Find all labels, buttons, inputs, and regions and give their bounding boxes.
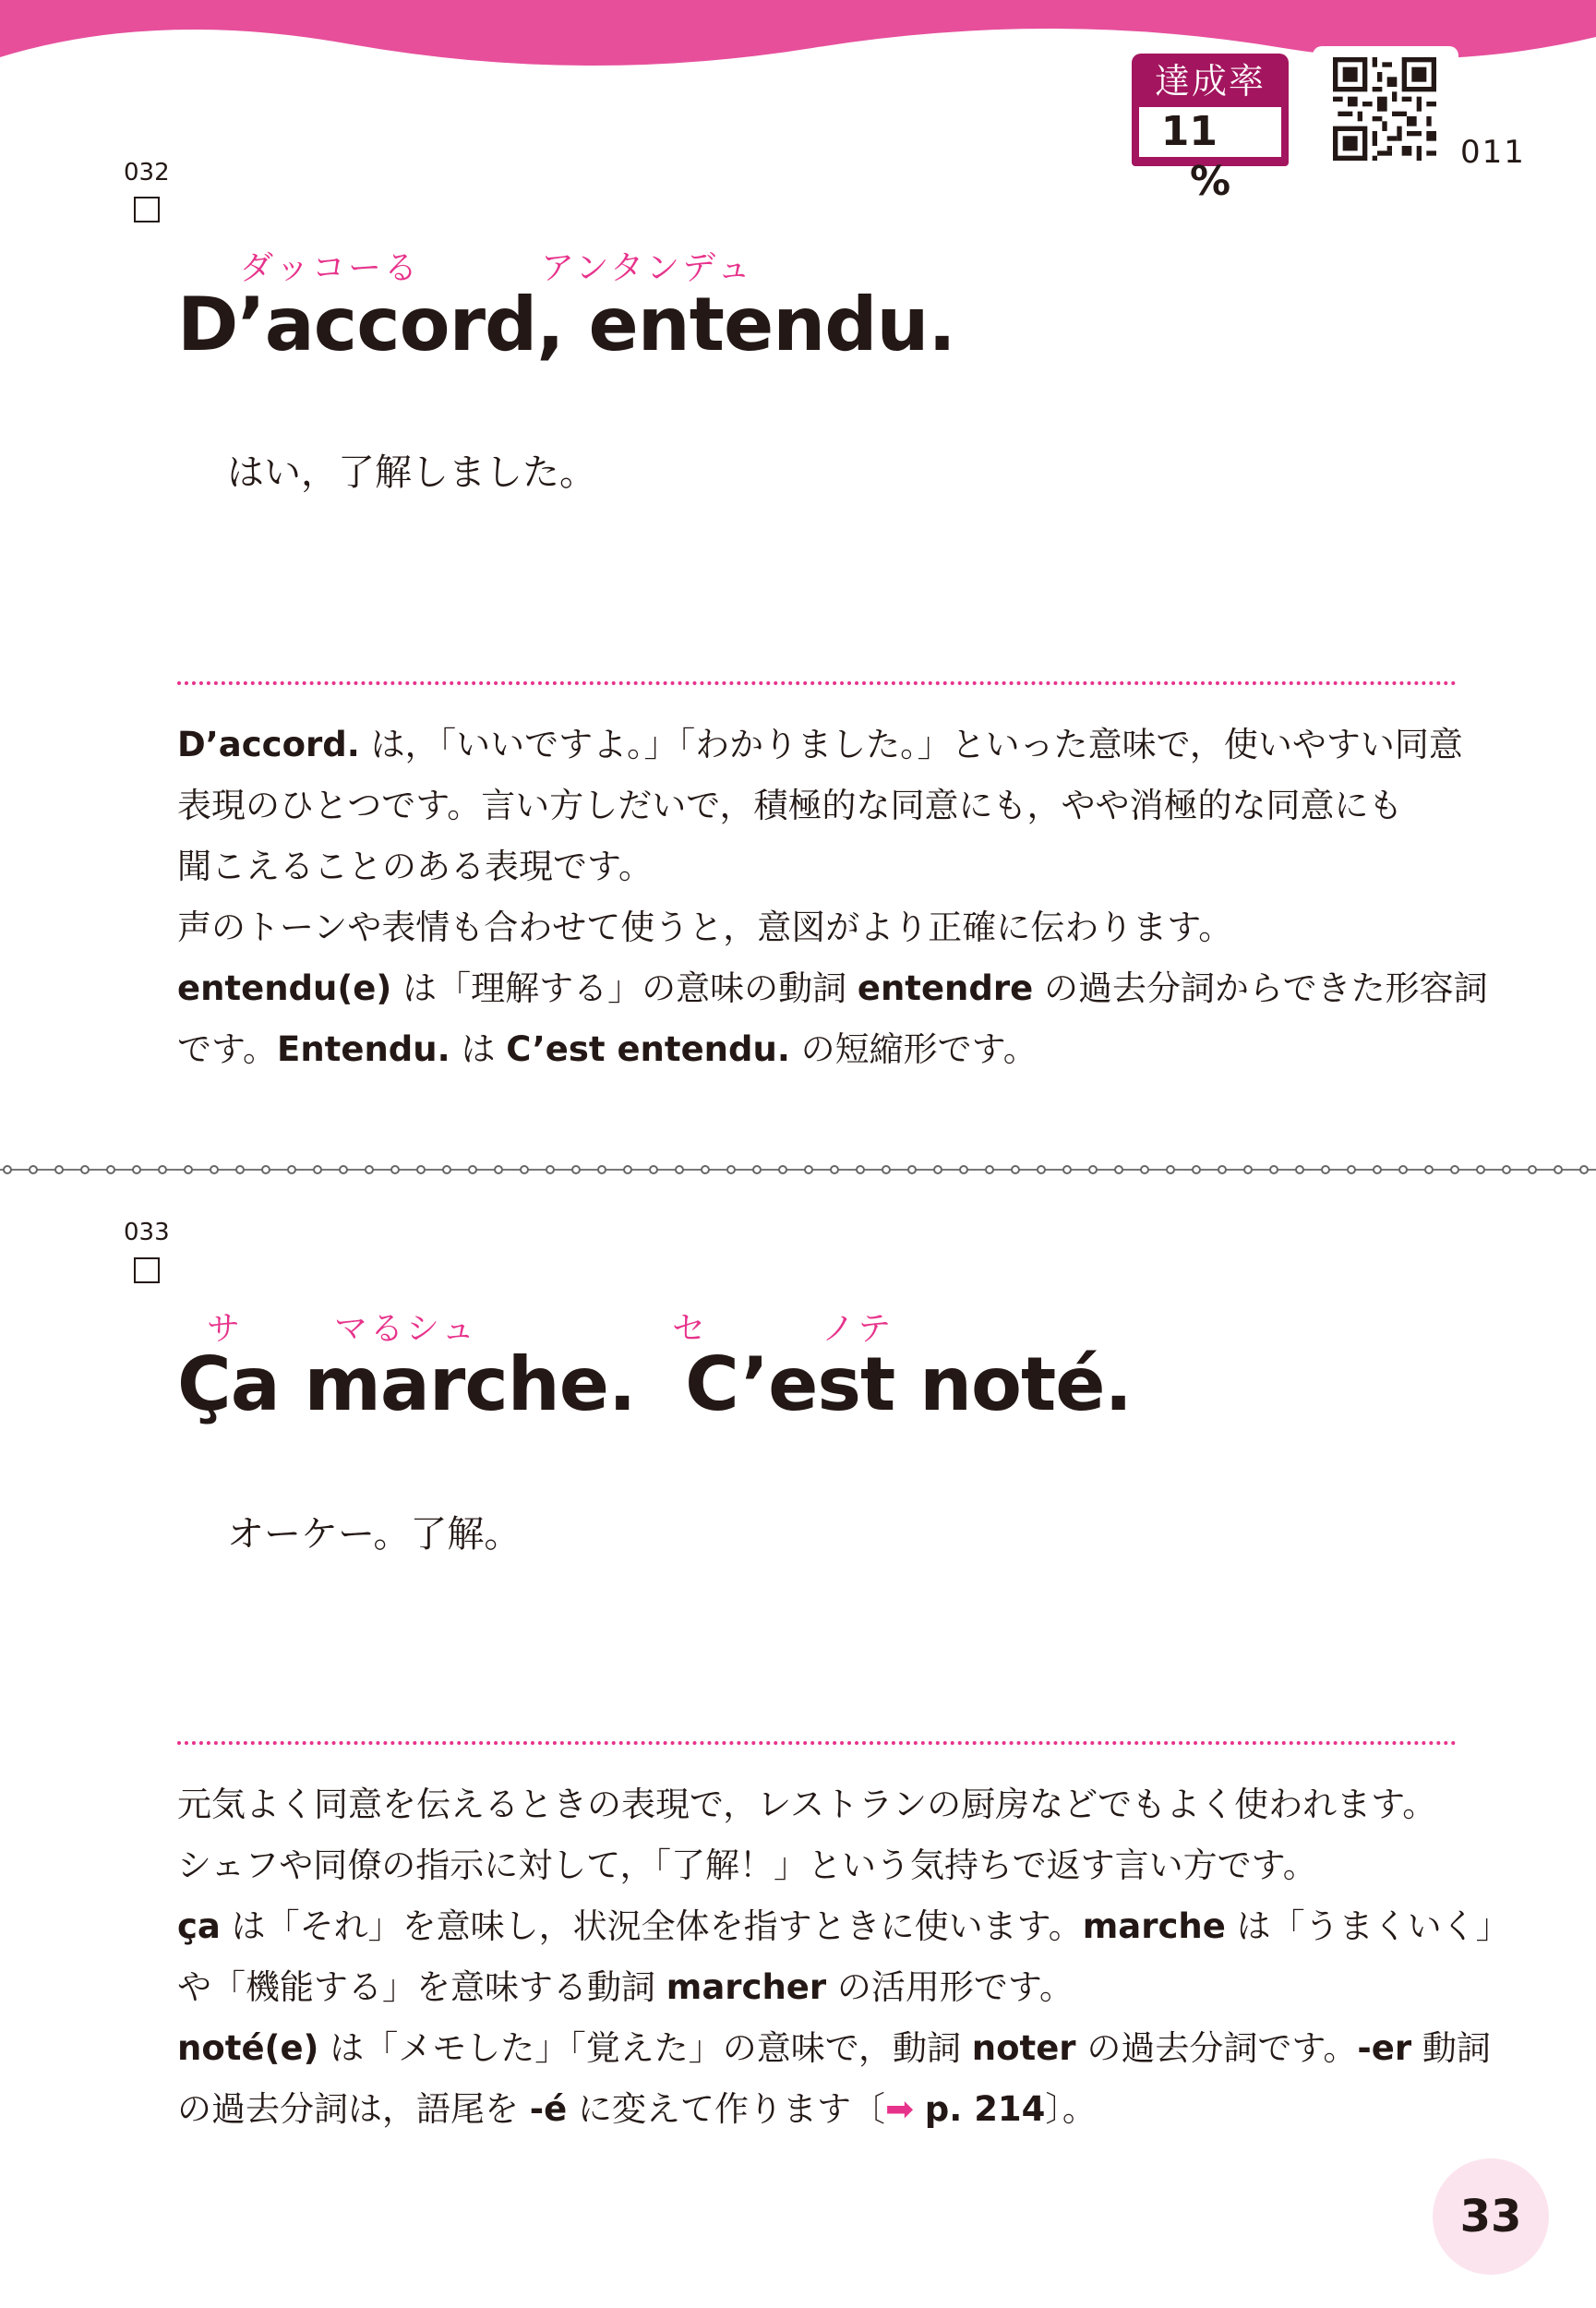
ruby-reading: ノテ xyxy=(822,1310,894,1348)
separator-bead xyxy=(546,1166,554,1173)
separator-bead xyxy=(1115,1166,1122,1173)
separator-bead xyxy=(288,1166,295,1173)
separator-bead xyxy=(1038,1166,1045,1173)
separator-bead xyxy=(1451,1166,1458,1173)
separator-bead xyxy=(340,1166,347,1173)
separator-bead xyxy=(805,1166,812,1173)
explanation-line: 声のトーンや表情も合わせて使うと，意図がより正確に伝わります。 xyxy=(177,908,1233,947)
separator-bead xyxy=(857,1166,864,1173)
explanation-line: です。Entendu. は C’est entendu. の短縮形です。 xyxy=(177,1029,1038,1069)
ruby-reading: アンタンデュ xyxy=(541,249,754,287)
separator-bead xyxy=(598,1166,606,1173)
separator-bead xyxy=(1089,1166,1097,1173)
japanese-translation: オーケー。了解。 xyxy=(227,1513,522,1556)
badge-label: 達成率 xyxy=(1154,61,1266,102)
separator-bead xyxy=(986,1166,993,1173)
entry-number: 032 xyxy=(124,159,170,186)
french-phrase: Ça marche. C’est noté. xyxy=(177,1341,1132,1427)
ruby-reading: セ xyxy=(672,1310,709,1348)
separator-bead xyxy=(572,1166,580,1173)
entry-checkbox[interactable] xyxy=(134,1257,160,1283)
separator-bead xyxy=(1244,1166,1252,1173)
achievement-badge xyxy=(1132,54,1289,205)
separator-bead xyxy=(1193,1166,1200,1173)
separator-bead xyxy=(908,1166,916,1173)
separator-bead xyxy=(391,1166,399,1173)
separator-bead xyxy=(30,1166,37,1173)
separator-bead xyxy=(934,1166,942,1173)
separator-bead xyxy=(624,1166,631,1173)
separator-bead xyxy=(831,1166,838,1173)
separator-bead xyxy=(1141,1166,1148,1173)
separator-bead xyxy=(1218,1166,1226,1173)
separator-bead xyxy=(1425,1166,1433,1173)
separator-bead xyxy=(495,1166,502,1173)
explanation-line: noté(e) は「メモした」「覚えた」の意味で，動詞 noter の過去分詞です。-er 動詞 xyxy=(177,2028,1491,2068)
badge-unit: % xyxy=(1189,158,1231,205)
separator-bead xyxy=(417,1166,425,1173)
ruby-reading: サ xyxy=(207,1310,244,1348)
track-number: 011 xyxy=(1460,134,1526,171)
separator-bead xyxy=(81,1166,89,1173)
separator-bead xyxy=(1580,1166,1588,1173)
separator-bead xyxy=(1399,1166,1407,1173)
separator-bead xyxy=(702,1166,709,1173)
entry-number: 033 xyxy=(124,1219,170,1246)
separator-bead xyxy=(1063,1166,1071,1173)
separator-bead xyxy=(469,1166,476,1173)
explanation-line: シェフや同僚の指示に対して，「了解！」という気持ちで返す言い方です。 xyxy=(177,1845,1317,1885)
separator-bead xyxy=(1477,1166,1484,1173)
separator-bead xyxy=(4,1166,11,1173)
separator-bead xyxy=(676,1166,683,1173)
separator-bead xyxy=(1270,1166,1278,1173)
separator-bead xyxy=(133,1166,140,1173)
separator-bead xyxy=(443,1166,450,1173)
separator-bead xyxy=(1374,1166,1381,1173)
entry-checkbox[interactable] xyxy=(134,197,160,222)
explanation-line: や「機能する」を意味する動詞 marcher の活用形です。 xyxy=(177,1967,1074,2007)
explanation-line: 表現のひとつです。言い方しだいで，積極的な同意にも，やや消極的な同意にも xyxy=(177,786,1403,825)
separator-bead xyxy=(960,1166,967,1173)
separator-bead xyxy=(55,1166,63,1173)
badge-value-box xyxy=(1139,107,1281,205)
separator-bead xyxy=(882,1166,890,1173)
explanation-line: D’accord. は，「いいですよ。」「わかりました。」といった意味で，使いやすい同意 xyxy=(177,725,1463,764)
separator-bead xyxy=(521,1166,528,1173)
explanation-line: entendu(e) は「理解する」の意味の動詞 entendre の過去分詞からできた形容詞 xyxy=(177,968,1488,1008)
separator-bead xyxy=(210,1166,218,1173)
page-reference-link[interactable]: p. 214 xyxy=(924,2089,1046,2129)
separator-bead xyxy=(779,1166,786,1173)
page-number: 33 xyxy=(1433,2158,1549,2275)
separator-bead xyxy=(1296,1166,1303,1173)
separator-bead xyxy=(262,1166,270,1173)
separator-bead xyxy=(366,1166,373,1173)
section-separator xyxy=(0,1163,1596,1176)
japanese-translation: はい，了解しました。 xyxy=(227,451,596,494)
separator-bead xyxy=(753,1166,761,1173)
separator-bead xyxy=(1167,1166,1174,1173)
french-phrase: D’accord, entendu. xyxy=(177,282,955,367)
badge-value: 11 xyxy=(1160,108,1218,155)
dotted-divider xyxy=(177,681,1457,685)
ruby-reading: マるシュ xyxy=(334,1310,478,1348)
separator-bead xyxy=(727,1166,735,1173)
explanation-line: ça は「それ」を意味し，状況全体を指すときに使います。marche は「うまくいく」 xyxy=(177,1906,1510,1946)
explanation-paragraph xyxy=(177,1774,1510,2140)
explanation-line: 聞こえることのある表現です。 xyxy=(177,847,654,886)
explanation-paragraph xyxy=(177,715,1488,1080)
separator-bead xyxy=(1012,1166,1019,1173)
qr-code-icon xyxy=(1333,57,1436,161)
separator-bead xyxy=(1348,1166,1355,1173)
dotted-divider xyxy=(177,1741,1457,1745)
separator-bead xyxy=(185,1166,192,1173)
ruby-reading: ダッコーる xyxy=(240,249,421,287)
separator-bead xyxy=(159,1166,166,1173)
separator-bead xyxy=(650,1166,657,1173)
explanation-line: の過去分詞は，語尾を -é に変えて作ります〔➡ p. 214〕。 xyxy=(177,2089,1097,2129)
separator-bead xyxy=(1503,1166,1510,1173)
separator-bead xyxy=(236,1166,244,1173)
separator-bead xyxy=(314,1166,321,1173)
separator-bead xyxy=(1554,1166,1562,1173)
separator-bead xyxy=(1529,1166,1536,1173)
separator-bead xyxy=(107,1166,114,1173)
qr-code-frame xyxy=(1313,46,1458,175)
arrow-right-icon: ➡ xyxy=(884,2089,914,2129)
explanation-line: 元気よく同意を伝えるときの表現で，レストランの厨房などでもよく使われます。 xyxy=(177,1785,1437,1824)
separator-bead xyxy=(1322,1166,1329,1173)
